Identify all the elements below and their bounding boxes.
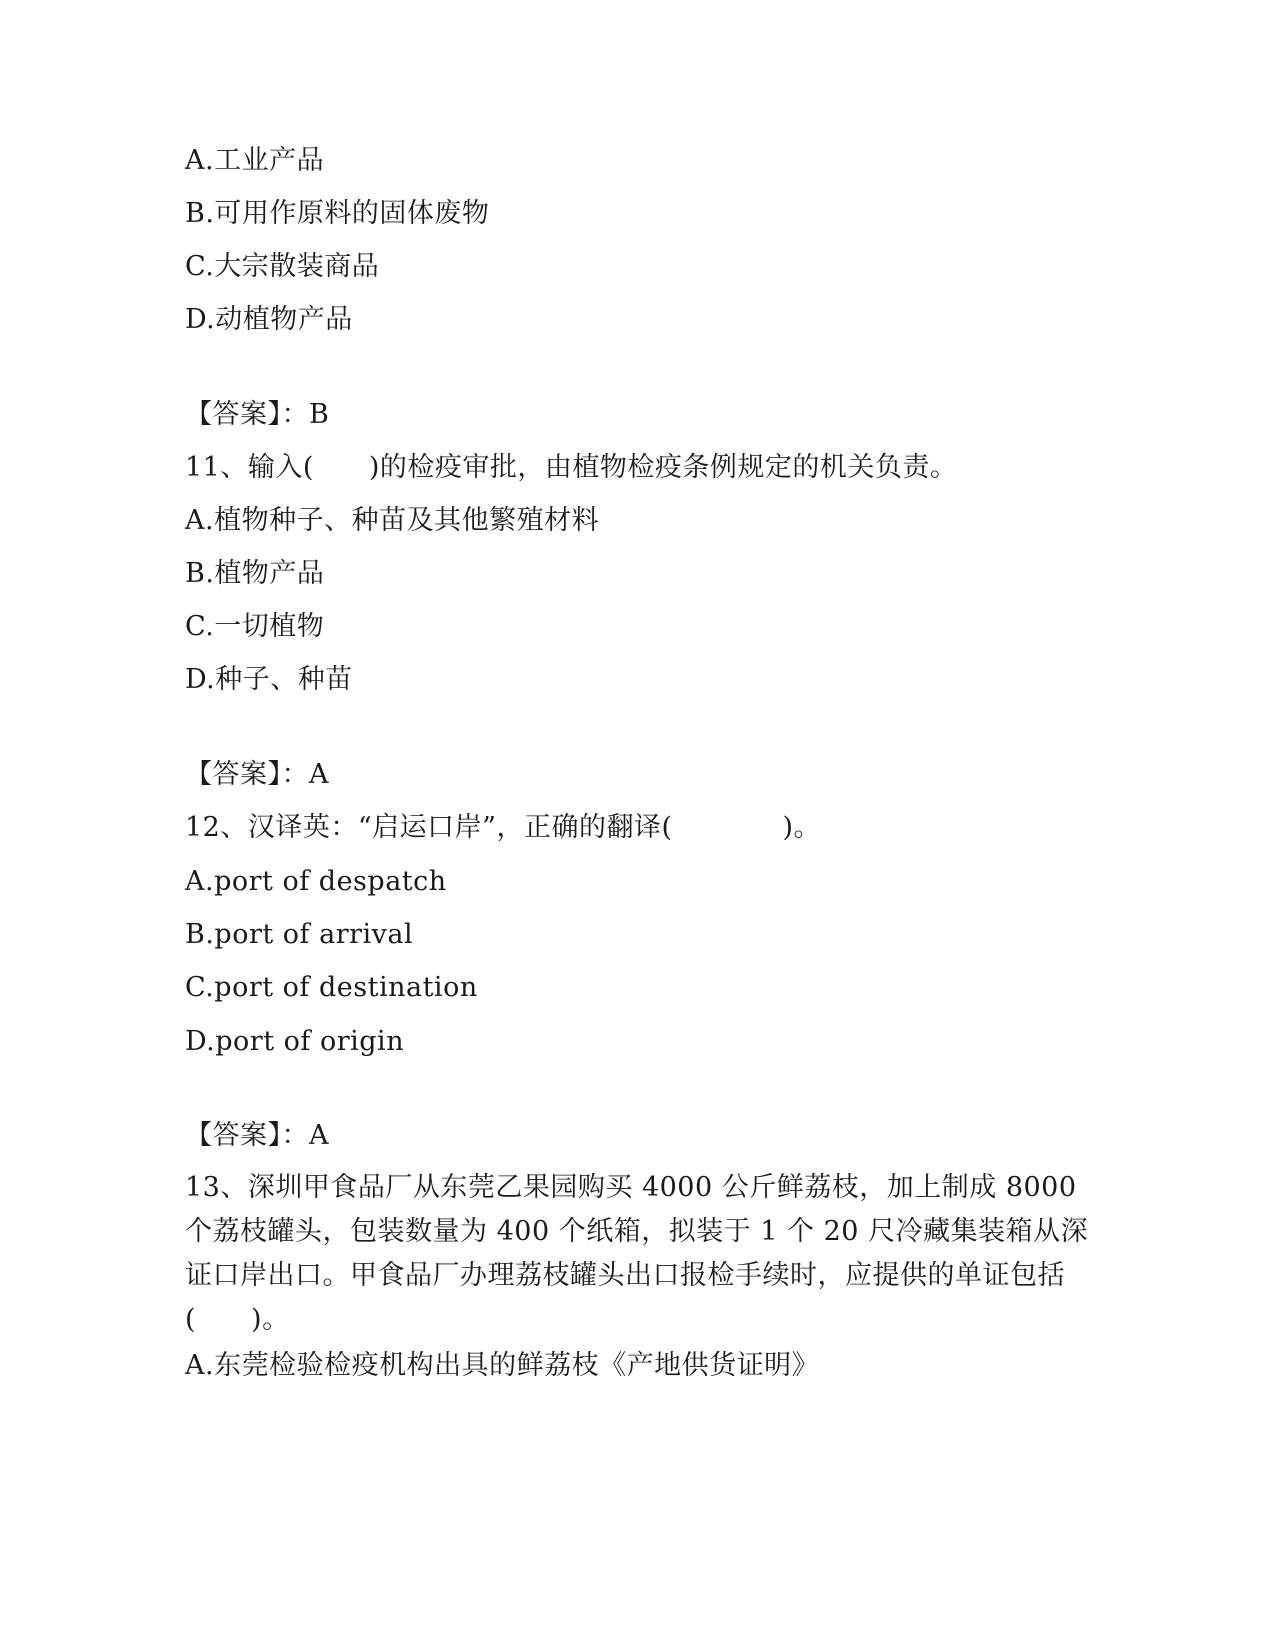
- q11-option-d: D.种子、种苗: [185, 664, 353, 695]
- q12-option-c: C.port of destination: [185, 972, 478, 1003]
- q10-option-d: D.动植物产品: [185, 304, 353, 335]
- q11-option-b: B.植物产品: [185, 558, 325, 589]
- q12-answer: 【答案】：A: [185, 1120, 329, 1151]
- q13-stem: 13、深圳甲食品厂从东莞乙果园购买 4000 公斤鲜荔枝，加上制成 8000 个荔枝罐头，包装数量为 400 个纸箱，拟装于 1 个 20 尺冷藏集装箱从深证口岸出口。甲食品厂办理荔枝罐头出口报检手续时，应提供的单证包括( )。: [185, 1172, 1089, 1335]
- q11-option-a: A.植物种子、种苗及其他繁殖材料: [185, 505, 600, 536]
- q11-option-c: C.一切植物: [185, 611, 325, 642]
- q12-option-b: B.port of arrival: [185, 919, 414, 950]
- q10-option-b: B.可用作原料的固体废物: [185, 198, 490, 229]
- q11-answer: 【答案】：A: [185, 759, 329, 790]
- q12-option-d: D.port of origin: [185, 1026, 405, 1057]
- q12-option-a: A.port of despatch: [185, 866, 447, 897]
- q12-stem: 12、汉译英：“启运口岸”，正确的翻译( )。: [185, 812, 822, 843]
- q10-option-c: C.大宗散装商品: [185, 251, 380, 282]
- q11-stem: 11、输入( )的检疫审批，由植物检疫条例规定的机关负责。: [185, 452, 958, 483]
- q10-option-a: A.工业产品: [185, 145, 325, 176]
- q10-answer: 【答案】：B: [185, 399, 330, 430]
- q13-option-a: A.东莞检验检疫机构出具的鲜荔枝《产地供货证明》: [185, 1350, 820, 1381]
